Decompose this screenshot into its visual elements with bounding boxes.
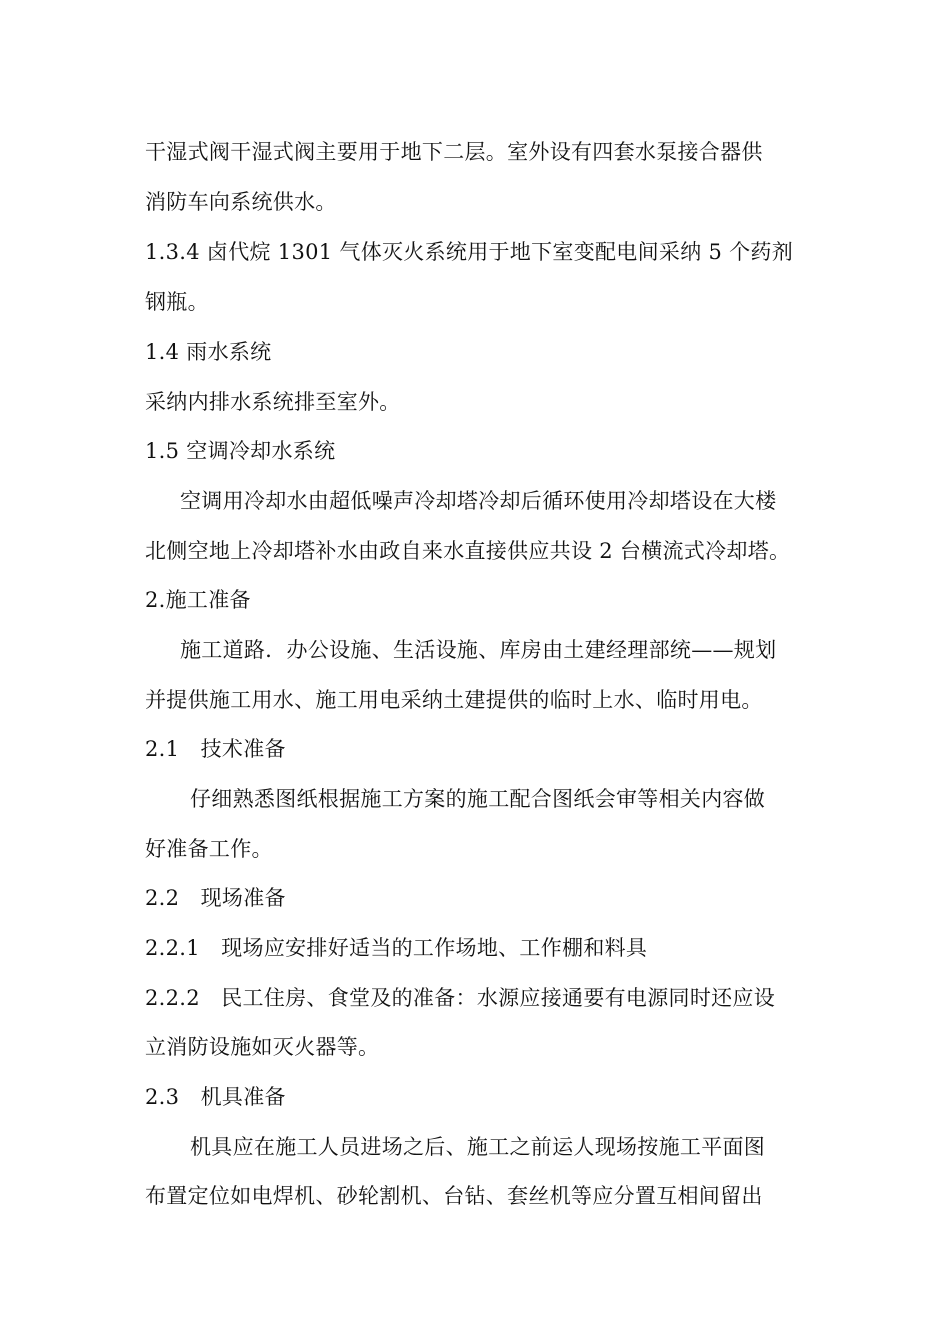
section-heading: 2.1 技术准备	[145, 737, 286, 761]
text-line: 好准备工作。	[145, 837, 273, 861]
text-line: 并提供施工用水、施工用电采纳土建提供的临时上水、临时用电。	[145, 688, 763, 712]
section-heading: 1.5 空调冷却水系统	[145, 439, 336, 463]
text-line: 采纳内排水系统排至室外。	[145, 390, 401, 414]
text-line: 消防车向系统供水。	[145, 190, 337, 214]
section-heading: 2.2.2 民工住房、食堂及的准备：水源应接通要有电源同时还应设	[145, 986, 776, 1010]
section-heading: 2.2 现场准备	[145, 886, 286, 910]
section-heading: 1.4 雨水系统	[145, 340, 272, 364]
text-line: 机具应在施工人员进场之后、施工之前运人现场按施工平面图	[190, 1135, 766, 1159]
text-line: 钢瓶。	[145, 290, 209, 314]
text-line: 干湿式阀干湿式阀主要用于地下二层。室外设有四套水泵接合器供	[145, 140, 763, 164]
text-line: 仔细熟悉图纸根据施工方案的施工配合图纸会审等相关内容做	[190, 787, 766, 811]
text-line: 施工道路．办公设施、生活设施、库房由土建经理部统——规划	[180, 638, 777, 662]
section-heading: 2.3 机具准备	[145, 1085, 286, 1109]
text-line: 立消防设施如灭火器等。	[145, 1035, 380, 1059]
section-heading: 2.2.1 现场应安排好适当的工作场地、工作棚和料具	[145, 936, 648, 960]
section-heading: 2.施工准备	[145, 588, 251, 612]
text-line: 空调用冷却水由超低噪声冷却塔冷却后循环使用冷却塔设在大楼	[180, 489, 777, 513]
text-line: 1.3.4 卤代烷 1301 气体灭火系统用于地下室变配电间采纳 5 个药剂	[145, 240, 794, 264]
text-line: 北侧空地上冷却塔补水由政自来水直接供应共设 2 台横流式冷却塔。	[145, 539, 791, 563]
text-line: 布置定位如电焊机、砂轮割机、台钻、套丝机等应分置互相间留出	[145, 1184, 763, 1208]
